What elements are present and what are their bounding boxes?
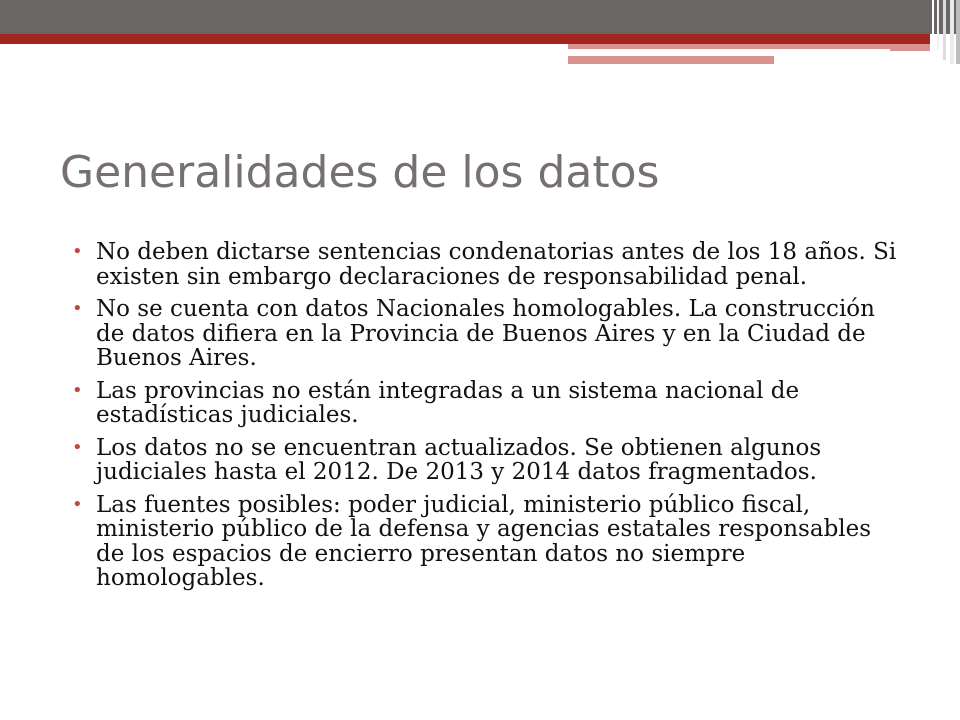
header-stripe [937,0,939,50]
bullet-dot-icon: • [72,436,83,458]
header-stripe [950,0,954,64]
bullet-text: No se cuenta con datos Nacionales homologables. La construcción de datos difiera en la Provincia de Buenos Aires y en la Ciudad de Buenos Aires. [96,296,875,371]
bullet-text: Las provincias no están integradas a un sistema nacional de estadísticas judiciales. [96,377,800,428]
bullet-item [72,377,906,428]
bullet-item [72,296,906,371]
slide-title: Generalidades de los datos [60,147,660,198]
header-stripe [943,0,946,60]
bullet-list [72,239,906,599]
header-accent-pink-short [568,56,774,64]
header-accent-line [568,49,890,51]
bullet-item [72,239,906,290]
bullet-text: Las fuentes posibles: poder judicial, ministerio público fiscal, ministerio público de la defensa y agencias estatales responsables de los espacios de encierro presentan datos no siempre homologables. [96,491,872,591]
bullet-dot-icon: • [72,298,83,319]
header-stripe [932,0,934,44]
bullet-dot-icon: • [72,241,83,262]
bullet-dot-icon: • [72,493,83,515]
bullet-text: Los datos no se encuentran actualizados. Se obtienen algunos judiciales hasta el 2012. De 2013 y 2014 datos fragmentados. [96,434,822,485]
bullet-item [72,491,906,591]
header-band-gray [0,0,960,34]
bullet-text: No deben dictarse sentencias condenatorias antes de los 18 años. Si existen sin embargo declaraciones de responsabilidad penal. [96,239,897,290]
bullet-dot-icon: • [72,379,83,401]
bullet-item [72,434,906,485]
header-stripe [956,0,960,64]
header-band-red [0,34,930,44]
